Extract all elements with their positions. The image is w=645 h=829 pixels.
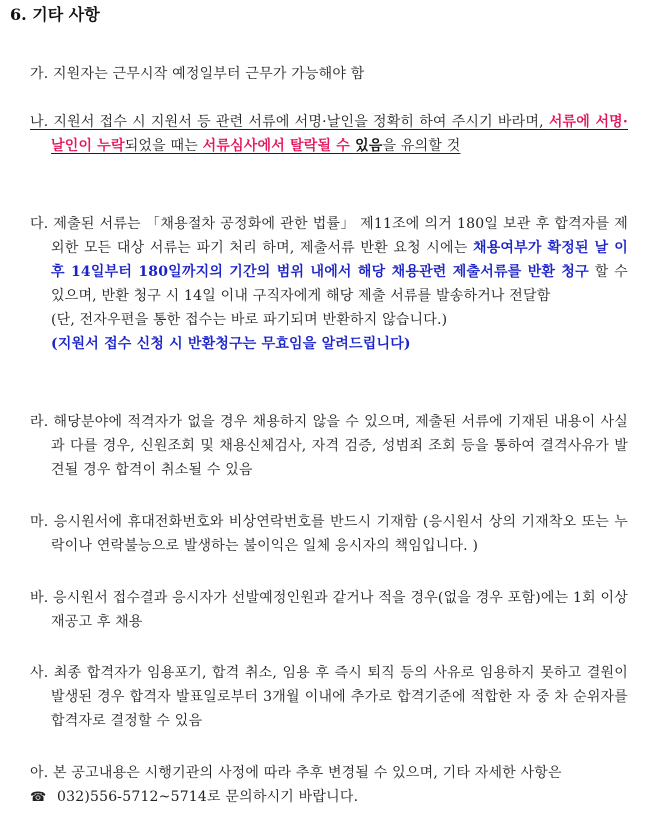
item-ga — [30, 62, 628, 86]
item-ga-text: 가. 지원자는 근무시작 예정일부터 근무가 가능해야 함 — [30, 66, 365, 82]
item-da-part1: 다. 제출된 서류는 「채용절차 공정화에 관한 법률」 제11조에 의거 180일 보관 후 합격자를 제외한 모든 대상 서류는 파기 처리 하며, 제출서류 반환 요청 시에는 — [30, 216, 628, 256]
item-da-note: (단, 전자우편을 통한 접수는 바로 파기되며 반환하지 않습니다.) — [51, 312, 448, 328]
item-sa-text: 사. 최종 합격자가 임용포기, 합격 취소, 임용 후 즉시 퇴직 등의 사유로 임용하지 못하고 결원이 발생된 경우 합격자 발표일로부터 3개월 이내에 추가로 합격기준에 적합한 자 중 차 순위자를 합격자로 결정할 수 있음 — [30, 665, 628, 729]
item-na-part3: 되었을 때는 — [124, 138, 203, 154]
section-heading: 6. 기타 사항 — [10, 5, 100, 24]
item-na-emphasis-missing-sign: 서류에 서명·날인이 누락 — [51, 114, 628, 154]
item-a-text: 아. 본 공고내용은 시행기관의 사정에 따라 추후 변경될 수 있으며, 기타 자세한 사항은 ☎ 032)556-5712~5714로 문의하시기 바랍니다. — [30, 765, 562, 805]
item-ba-text: 바. 응시원서 접수결과 응시자가 선발예정인원과 같거나 적을 경우(없을 경우 포함)에는 1회 이상 재공고 후 채용 — [30, 590, 628, 630]
item-ra — [30, 410, 628, 482]
item-na — [30, 110, 628, 158]
item-da — [30, 212, 628, 356]
item-na-emphasis-possible: 있음 — [355, 138, 383, 154]
item-ba — [30, 586, 628, 634]
item-na-part6: 을 유의할 것 — [382, 138, 461, 154]
item-a — [30, 761, 628, 810]
item-da-part3: 할 수 있으며, 반환 청구 시 14일 이내 구직자에게 해당 제출 서류를 발송하거나 전달함 — [51, 264, 629, 304]
item-a-tail: 로 문의하시기 바랍니다. — [207, 789, 359, 805]
item-ra-text: 라. 해당분야에 적격자가 없을 경우 채용하지 않을 수 있으며, 제출된 서류에 기재된 내용이 사실과 다를 경우, 신원조회 및 채용신체검사, 자격 검증, 성범죄 조회 등을 통하여 결격사유가 발견될 경우 합격이 취소될 수 있음 — [30, 414, 628, 478]
item-na-emphasis-rejection: 서류심사에서 탈락될 수 — [202, 138, 356, 154]
item-na-text — [30, 110, 628, 158]
item-da-text — [30, 212, 628, 308]
item-ma — [30, 510, 628, 558]
item-ma-text: 마. 응시원서에 휴대전화번호와 비상연락번호를 반드시 기재함 (응시원서 상의 기재착오 또는 누락이나 연락불능으로 발생하는 불이익은 일체 응시자의 책임입니다. ) — [30, 514, 628, 554]
item-sa — [30, 661, 628, 733]
contact-phone: 032)556-5712~5714 — [57, 789, 208, 805]
item-da-note-bold: (지원서 접수 신청 시 반환청구는 무효임을 알려드립니다) — [51, 336, 411, 352]
item-na-part1: 나. 지원서 접수 시 지원서 등 관련 서류에 서명·날인을 정확히 하여 주시기 바라며, — [30, 114, 549, 130]
item-da-emphasis-return-request: 채용여부가 확정된 날 이후 14일부터 180일까지의 기간의 범위 내에서 해당 채용관련 제출서류를 반환 청구 — [51, 240, 628, 280]
item-a-part1: 아. 본 공고내용은 시행기관의 사정에 따라 추후 변경될 수 있으며, 기타 자세한 사항은 — [30, 765, 562, 781]
